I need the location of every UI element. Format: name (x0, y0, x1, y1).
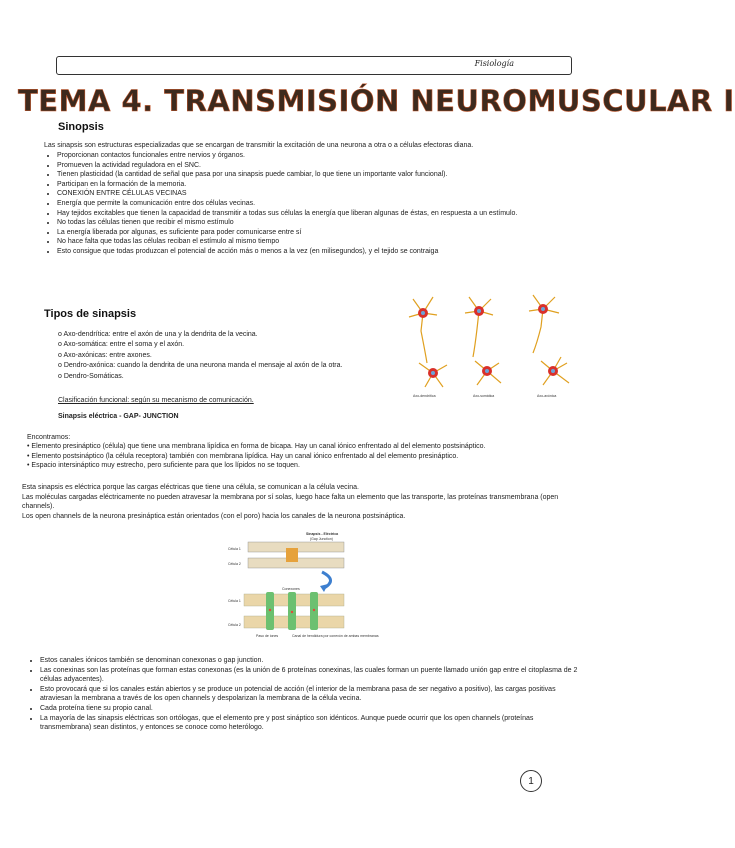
figure-label: Conexones (282, 587, 300, 591)
list-item: • Estos canales iónicos también se denominan conexonas o gap junction. (40, 656, 580, 666)
clasificacion-funcional: Clasificación funcional: según su mecanismo de comunicación. (58, 397, 254, 404)
encontramos-list (27, 442, 572, 471)
figure-label: Axo-dendrítica (413, 394, 436, 398)
page-title: TEMA 4. TRANSMISIÓN NEUROMUSCULAR I (18, 84, 735, 118)
figure-label: Célula 1 (228, 547, 241, 551)
figure-label: Célula 1 (228, 599, 241, 603)
section-heading-sinapsis: Sinopsis (58, 121, 104, 133)
list-item: • Las conexinas son las proteínas que forman estas conexonas (es la unión de 6 proteínas conexinas, las cuales forman un puente llamado unión gap entre el citoplasma de 2 células adyacentes). (40, 666, 580, 685)
sinapsis-electrica-subheading: Sinapsis eléctrica - GAP- JUNCTION (58, 413, 179, 420)
list-item: • Cada proteína tiene su propio canal. (40, 704, 580, 714)
figure-label: Canal de hendidura por conexón de ambas membranas (292, 634, 379, 638)
list-item: • Participan en la formación de la memoria. (57, 180, 557, 190)
list-item: • Proporcionan contactos funcionales entre nervios y órganos. (57, 151, 557, 161)
subject-label: Fisiología (474, 59, 514, 68)
figure-subtitle: (Gap Junction) (310, 537, 333, 541)
figure-label: Axo-axónica (537, 394, 557, 398)
gap-junction-bullet-list (30, 656, 580, 733)
list-item: o Axo-dendrítica: entre el axón de una y la dendrita de la vecina. (58, 331, 258, 338)
figure-label: Célula 2 (228, 623, 241, 627)
list-item: • Energía que permite la comunicación entre dos células vecinas. (57, 199, 557, 209)
connexon (286, 548, 298, 562)
paragraph: Las moléculas cargadas eléctricamente no pueden atravesar la membrana por sí solas, luego hace falta un elemento que las transporte, las proteínas transmembrana (open channels). (22, 493, 559, 511)
paragraph: Los open channels de la neurona presináptica están orientados (con el poro) hacia los canales de la neurona postsináptica. (22, 512, 406, 520)
list-item: • Hay tejidos excitables que tienen la capacidad de transmitir a todas sus células la energía que liberan algunas de éstas, en respuesta a un estímulo. (57, 209, 557, 219)
section-heading-tipos: Tipos de sinapsis (44, 308, 137, 320)
figure-label: Paso de iones (256, 634, 279, 638)
list-item: o Dendro-Somáticas. (58, 372, 124, 380)
tipos-list (58, 330, 403, 382)
list-item: • Espacio intersináptico muy estrecho, pero suficiente para que los lípidos no se toquen. (27, 462, 300, 470)
list-item: o Axo-somática: entre el soma y el axón. (58, 341, 185, 349)
list-item: o Axo-axónicas: entre axones. (58, 351, 152, 359)
sinapsis-intro: Las sinapsis son estructuras especializadas que se encargan de transmitir la excitación de una neurona a otra o a células efectoras diana. (44, 142, 474, 149)
list-item: • Esto consigue que todas produzcan el potencial de acción más o menos a la vez (en milisegundos), y el tejido se contraiga (57, 247, 557, 257)
list-item: • No hace falta que todas las células reciban el estímulo al mismo tiempo (57, 237, 557, 247)
sinapsis-bullet-list (47, 151, 557, 257)
page-number: 1 (520, 770, 542, 792)
list-item: • Elemento presináptico (célula) que tiene una membrana lipídica en forma de bicapa. Hay un canal iónico enfrentado al del elemento postsináptico. (27, 443, 486, 450)
list-item: • La mayoría de las sinapsis eléctricas son ortólogas, que el elemento pre y post sináptico son idénticos. Aunque puede ocurrir que los open channels (proteínas transmembrana) sean distintos, y entonces se conoce como heterólogo. (40, 714, 580, 733)
figure-label: Célula 2 (228, 562, 241, 566)
explanation-paragraphs (22, 483, 577, 521)
synapse-types-figure (403, 291, 583, 401)
encontramos-heading: Encontramos: (27, 434, 71, 441)
gap-junction-figure (226, 528, 379, 653)
list-item: • Tienen plasticidad (la cantidad de señal que pasa por una sinapsis puede cambiar, lo que tiene un importante valor funcional). (57, 170, 557, 180)
list-item: • Promueven la actividad reguladora en el SNC. (57, 161, 557, 171)
list-item: • No todas las células tienen que recibir el mismo estímulo (57, 218, 557, 228)
list-item: o Dendro-axónica: cuando la dendrita de una neurona manda el mensaje al axón de la otra. (58, 362, 343, 370)
list-item: • La energía liberada por algunas, es suficiente para poder comunicarse entre sí (57, 228, 557, 238)
list-item: • CONEXIÓN ENTRE CÉLULAS VECINAS (57, 189, 557, 199)
figure-label: Axo-somática (473, 394, 495, 398)
paragraph: Esta sinapsis es eléctrica porque las cargas eléctricas que tiene una célula, se comunican a la célula vecina. (22, 484, 359, 491)
figure-title: Sinapsis - Eléctrica (306, 532, 339, 536)
list-item: • Esto provocará que si los canales están abiertos y se produce un potencial de acción (el interior de la membrana pasa de ser negativo a positivo), las cargas positivas atraviesan la membrana a través de los open channels y despolarizan la membrana de la célula vecina. (40, 685, 580, 704)
list-item: • Elemento postsináptico (la célula receptora) también con membrana lipídica. Hay un canal iónico enfrentado al del elemento presináptico. (27, 452, 459, 460)
